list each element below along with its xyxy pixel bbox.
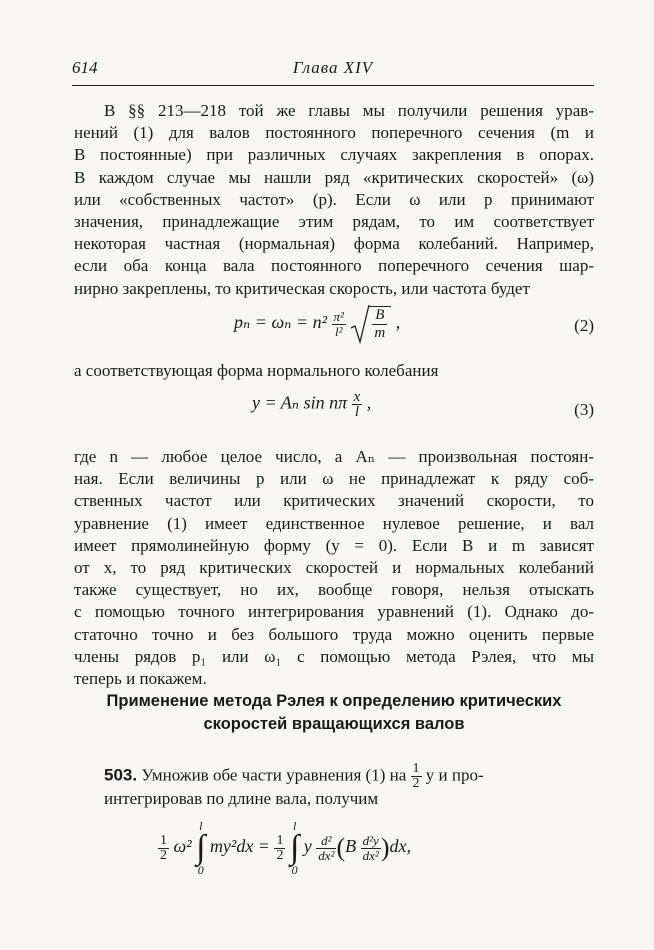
text-line: В §§ 213—218 той же главы мы получили решения урав-	[104, 101, 594, 120]
text-line: уравнение (1) имеет единственное нулевое решение, и вал	[74, 513, 594, 533]
eq2-lhs: pₙ = ωₙ = n²	[234, 312, 327, 333]
equation-3-number: (3)	[574, 400, 594, 419]
eq4-B: B	[345, 836, 357, 857]
heading-line: Применение метода Рэлея к определению критических	[106, 692, 562, 710]
page-number: 614	[72, 58, 98, 77]
eq4-omega: ω²	[173, 836, 192, 857]
equation-2	[234, 304, 400, 344]
text-line: или «собственных частот» (p). Если ω или p принимают	[74, 189, 594, 209]
eq4-integrand-left: my²dx =	[209, 836, 270, 857]
equation-4: $\frac{1}{2}$ ω² l ∫ 0 my²dx = $\frac{1}{2}$ l ∫ 0 y $\frac{\text{d²}}{\text{dx²}}$ (B $\frac{\text{d²y}}{\text{dx²}}$ )dx,	[160, 819, 411, 877]
header-rule	[72, 85, 594, 86]
text-line: имеет прямолинейную форму (y = 0). Если B и m зависят	[74, 535, 594, 555]
integral-sign: l ∫ 0	[196, 819, 206, 877]
text-between	[74, 360, 594, 382]
heading-line: скоростей вращающихся валов	[203, 715, 465, 733]
text-line: некоторая частная (нормальная) форма колебаний. Например,	[74, 234, 594, 254]
paragraph-3	[74, 762, 594, 810]
paragraph-1	[74, 100, 594, 300]
eq4-half-right: $\frac{1}{2}$	[276, 832, 284, 863]
text-line: ная. Если величины p или ω не принадлежат к ряду соб-	[74, 469, 594, 489]
text-line: если оба конца вала постоянного поперечного сечения шар-	[74, 256, 594, 276]
text-line: а соответствующая форма нормального колебания	[74, 361, 439, 380]
text-line: интегрировав по длине вала, получим	[104, 789, 379, 808]
sqrt-icon	[350, 304, 370, 344]
text-line: нирно закреплены, то критическая скорость, или частота будет	[74, 278, 530, 298]
chapter-title: Глава XIV	[292, 58, 374, 77]
eq3-lhs: y = Aₙ sin nπ	[252, 392, 348, 413]
section-number: 503.	[104, 765, 138, 785]
text-line: с помощью точного интегрирования уравнений (1). Однако до-	[74, 602, 594, 622]
text-line: также существует, но их, вообще говоря, нельзя отыскать	[74, 580, 594, 600]
eq4-tail: dx,	[389, 836, 411, 857]
text-line: нений (1) для валов постоянного поперечного сечения (m и	[74, 123, 594, 143]
text-line: статочно точно и без большого труда можно оценить первые	[74, 624, 594, 644]
eq2-tail: ,	[395, 312, 401, 333]
eq4-half: $\frac{1}{2}$	[160, 832, 167, 863]
text-line: где n — любое целое число, а Aₙ — произвольная постоян-	[74, 447, 594, 466]
text-line: B постоянные) при различных случаях закрепления в опорах.	[74, 145, 594, 165]
equation-2-number: (2)	[574, 316, 594, 335]
half-fraction: $\frac{1}{2}$	[412, 761, 420, 791]
eq2-root-fraction: $\frac{B}{m}$	[368, 306, 391, 342]
eq4-y: y	[303, 836, 312, 857]
text-line: значения, принадлежащие этим рядам, то им соответствует	[74, 211, 594, 231]
text-line: теперь и покажем.	[74, 668, 207, 688]
text-line: ственных частот или критических значений скорости, то	[74, 491, 594, 511]
text-line: члены рядов p₁ или ω₁ с помощью метода Рэлея, что мы	[74, 646, 594, 666]
page-header	[72, 58, 594, 84]
eq4-dy-fraction: $\frac{\text{d²y}}{\text{dx²}}$	[362, 832, 379, 863]
eq2-fraction: $\frac{\text{π²}}{\text{l²}}$	[333, 308, 344, 339]
eq3-fraction: $\frac{x}{l}$	[353, 389, 361, 420]
text-line: от x, то ряд критических скоростей и нормальных колебаний	[74, 557, 594, 577]
paragraph-2	[74, 446, 594, 690]
equation-3	[252, 390, 371, 419]
eq3-tail: ,	[366, 392, 372, 413]
text-line: В каждом случае мы нашли ряд «критических скоростей» (ω)	[74, 167, 594, 187]
text-line: 503. Умножив обе части уравнения (1) на $\frac{1}{2}$ y и про-	[104, 761, 484, 791]
integral-sign: l ∫ 0	[289, 819, 300, 877]
eq4-d2-fraction: $\frac{\text{d²}}{\text{dx²}}$	[318, 832, 335, 863]
section-heading	[74, 690, 594, 736]
